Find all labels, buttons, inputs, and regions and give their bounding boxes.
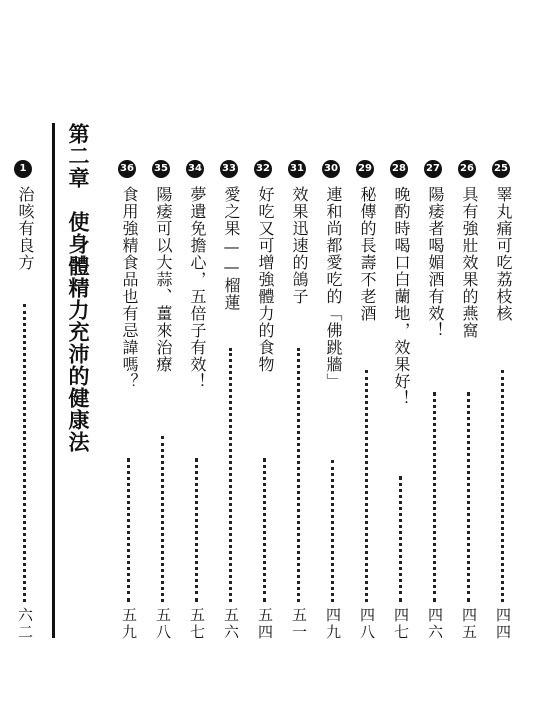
dot-leader [399, 476, 402, 602]
entry-page: 五四 [256, 607, 274, 641]
entry-number-badge: 35 [152, 160, 170, 178]
toc-entry-31[interactable] [288, 160, 310, 650]
entry-number-badge: 30 [322, 160, 340, 178]
entry-number-badge: 26 [458, 160, 476, 178]
dot-leader [365, 370, 368, 602]
toc-entry-35[interactable] [152, 160, 174, 650]
entry-page: 四四 [494, 607, 512, 641]
entry-number-badge: 33 [220, 160, 238, 178]
entry-number-badge: 32 [254, 160, 272, 178]
toc-entry-33[interactable] [220, 160, 242, 650]
entry-title: 秘傳的長壽不老酒 [358, 186, 377, 322]
entry-title: 陽痿可以大蒜、薑來治療 [154, 186, 173, 373]
dot-leader [195, 458, 198, 602]
entry-number-badge: 36 [118, 160, 136, 178]
chapter-rule [52, 123, 55, 638]
dot-leader [127, 458, 130, 602]
entry-page: 四八 [358, 607, 376, 641]
toc-entry-1[interactable] [14, 160, 36, 650]
entry-title: 晚酌時喝口白蘭地，效果好！ [392, 186, 411, 407]
dot-leader [331, 460, 334, 602]
entry-number-badge: 25 [492, 160, 510, 178]
toc-entry-26[interactable] [458, 160, 480, 650]
entry-title: 陽痿者喝媚酒有效！ [426, 186, 445, 339]
toc-entry-32[interactable] [254, 160, 276, 650]
dot-leader [297, 348, 300, 602]
dot-leader [467, 392, 470, 602]
toc-entry-30[interactable] [322, 160, 344, 650]
dot-leader [501, 370, 504, 602]
chapter-title: 第二章 使身體精力充沛的健康法 [66, 123, 90, 453]
toc-entry-27[interactable] [424, 160, 446, 650]
dot-leader [161, 436, 164, 602]
entry-page: 五六 [222, 607, 240, 641]
entry-title: 治咳有良方 [16, 186, 35, 271]
dot-leader [229, 348, 232, 602]
dot-leader [433, 392, 436, 602]
entry-title: 連和尚都愛吃的「佛跳牆」 [324, 186, 343, 390]
entry-title: 好吃又可增強體力的食物 [256, 186, 275, 373]
entry-page: 五九 [120, 607, 138, 641]
entry-title: 食用強精食品也有忌諱嗎？ [120, 186, 139, 390]
entry-number-badge: 28 [390, 160, 408, 178]
toc-entry-29[interactable] [356, 160, 378, 650]
toc-entry-28[interactable] [390, 160, 412, 650]
entry-page: 五一 [290, 607, 308, 641]
entry-page: 四九 [324, 607, 342, 641]
entry-number-badge: 1 [14, 160, 32, 178]
entry-page: 四六 [426, 607, 444, 641]
entry-title: 效果迅速的鴿子 [290, 186, 309, 305]
entry-page: 六二 [16, 607, 34, 641]
entry-page: 四七 [392, 607, 410, 641]
toc-entry-25[interactable] [492, 160, 514, 650]
toc-entry-36[interactable] [118, 160, 140, 650]
entry-title: 愛之果——榴蓮 [222, 186, 241, 311]
entry-page: 四五 [460, 607, 478, 641]
entry-title: 睪丸痛可吃荔枝核 [494, 186, 513, 322]
entry-page: 五八 [154, 607, 172, 641]
entry-page: 五七 [188, 607, 206, 641]
entry-number-badge: 31 [288, 160, 306, 178]
entry-number-badge: 29 [356, 160, 374, 178]
entry-title: 具有強壯效果的燕窩 [460, 186, 479, 339]
entry-number-badge: 27 [424, 160, 442, 178]
entry-title: 夢遺免擔心，五倍子有效！ [188, 186, 207, 390]
dot-leader [23, 304, 26, 602]
dot-leader [263, 458, 266, 602]
entry-number-badge: 34 [186, 160, 204, 178]
toc-entry-34[interactable] [186, 160, 208, 650]
chapter-heading [52, 123, 94, 643]
